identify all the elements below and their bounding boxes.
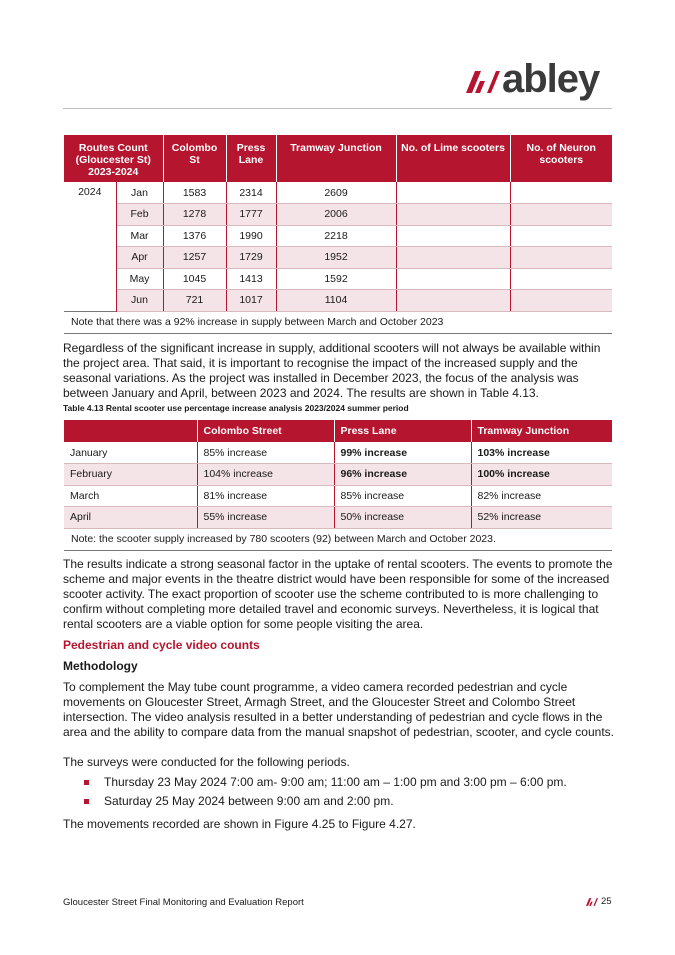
press-cell: 1413 — [226, 268, 276, 290]
lime-cell — [396, 225, 510, 247]
press-cell: 1729 — [226, 247, 276, 269]
table-caption: Table 4.13 Rental scooter use percentage increase analysis 2023/2024 summer period — [63, 403, 409, 413]
lime-cell — [396, 247, 510, 269]
lime-cell — [396, 182, 510, 204]
colombo-cell: 104% increase — [197, 464, 334, 486]
press-cell: 1777 — [226, 204, 276, 226]
table-note-row — [64, 311, 612, 333]
subheading: Methodology — [63, 659, 138, 673]
colombo-cell: 1583 — [163, 182, 226, 204]
press-cell: 2314 — [226, 182, 276, 204]
year-cell: 2024 — [64, 182, 116, 311]
square-bullet-icon — [84, 799, 89, 804]
tramway-cell: 2609 — [276, 182, 396, 204]
colombo-cell: 85% increase — [197, 442, 334, 464]
routes-count-table — [64, 135, 612, 334]
header-neuron-scooters: No. of Neuron scooters — [510, 135, 612, 182]
month-cell: Apr — [116, 247, 163, 269]
neuron-cell — [510, 290, 612, 312]
table-row — [64, 507, 612, 529]
neuron-cell — [510, 225, 612, 247]
tramway-cell: 52% increase — [471, 507, 612, 529]
neuron-cell — [510, 204, 612, 226]
month-cell: March — [64, 485, 197, 507]
table-row — [64, 225, 612, 247]
lime-cell — [396, 204, 510, 226]
colombo-cell: 1278 — [163, 204, 226, 226]
header-tramway-junction: Tramway Junction — [276, 135, 396, 182]
colombo-cell: 81% increase — [197, 485, 334, 507]
colombo-cell: 55% increase — [197, 507, 334, 529]
neuron-cell — [510, 247, 612, 269]
table-note: Note: the scooter supply increased by 780 scooters (92) between March and October 2023. — [64, 528, 612, 550]
header-month — [64, 420, 197, 442]
table-row — [64, 204, 612, 226]
table-note-row — [64, 528, 612, 550]
month-cell: April — [64, 507, 197, 529]
tramway-cell: 82% increase — [471, 485, 612, 507]
page-number: 25 — [601, 896, 612, 907]
square-bullet-icon — [84, 780, 89, 785]
table-row — [64, 247, 612, 269]
table-row — [64, 290, 612, 312]
header-routes-count: Routes Count (Gloucester St) 2023-2024 — [64, 135, 163, 182]
abley-mark-icon — [466, 71, 500, 93]
month-cell: Jan — [116, 182, 163, 204]
press-cell: 96% increase — [334, 464, 471, 486]
tramway-cell: 1592 — [276, 268, 396, 290]
survey-periods-list — [84, 775, 604, 813]
header-lime-scooters: No. of Lime scooters — [396, 135, 510, 182]
brand-name: abley — [502, 57, 600, 101]
month-cell: May — [116, 268, 163, 290]
header-divider — [63, 108, 612, 109]
lime-cell — [396, 268, 510, 290]
percentage-increase-table — [64, 420, 612, 551]
section-heading: Pedestrian and cycle video counts — [63, 638, 260, 652]
header-tramway-junction: Tramway Junction — [471, 420, 612, 442]
lime-cell — [396, 290, 510, 312]
month-cell: February — [64, 464, 197, 486]
neuron-cell — [510, 182, 612, 204]
press-cell: 1017 — [226, 290, 276, 312]
tramway-cell: 2006 — [276, 204, 396, 226]
month-cell: Mar — [116, 225, 163, 247]
table-row — [64, 442, 612, 464]
month-cell: January — [64, 442, 197, 464]
table-row — [64, 182, 612, 204]
table-row — [64, 464, 612, 486]
press-cell: 1990 — [226, 225, 276, 247]
colombo-cell: 1376 — [163, 225, 226, 247]
paragraph-methodology: To complement the May tube count programme, a video camera recorded pedestrian and cycle movements on Gloucester Street, Armagh Street, and the Gloucester Street and Colombo Street intersection. The video analysis resulted in a better understanding of pedestrian and cycle flows in the area and the ability to compare data from the manual snapshot of pedestrian, scooter, and cycle counts. — [63, 680, 614, 739]
abley-logo — [466, 57, 600, 101]
tramway-cell: 1952 — [276, 247, 396, 269]
neuron-cell — [510, 268, 612, 290]
table-header-row — [64, 135, 612, 182]
table-row — [64, 485, 612, 507]
footer-page-number — [586, 896, 612, 907]
header-press-lane: Press Lane — [226, 135, 276, 182]
tramway-cell: 2218 — [276, 225, 396, 247]
table-header-row — [64, 420, 612, 442]
press-cell: 99% increase — [334, 442, 471, 464]
footer-report-title: Gloucester Street Final Monitoring and Evaluation Report — [63, 897, 304, 908]
colombo-cell: 721 — [163, 290, 226, 312]
tramway-cell: 1104 — [276, 290, 396, 312]
tramway-cell: 100% increase — [471, 464, 612, 486]
press-cell: 85% increase — [334, 485, 471, 507]
paragraph-seasonal: The results indicate a strong seasonal factor in the uptake of rental scooters. The events to promote the scheme and major events in the theatre district would have been responsible for some of the increased scooter activity. The exact proportion of scooter use the scheme contributed to is more challenging to confirm without completing more detailed travel and economic surveys. Nevertheless, it is logical that rental scooters are a viable option for some people visiting the area. — [63, 557, 613, 631]
month-cell: Jun — [116, 290, 163, 312]
paragraph-surveys: The surveys were conducted for the following periods. — [63, 755, 350, 769]
abley-mark-icon — [586, 898, 598, 906]
list-item — [84, 794, 604, 809]
list-item-text: Saturday 25 May 2024 between 9:00 am and 2:00 pm. — [104, 794, 394, 808]
month-cell: Feb — [116, 204, 163, 226]
table-note: Note that there was a 92% increase in supply between March and October 2023 — [64, 311, 612, 333]
press-cell: 50% increase — [334, 507, 471, 529]
colombo-cell: 1045 — [163, 268, 226, 290]
header-colombo-st: Colombo St — [163, 135, 226, 182]
header-press-lane: Press Lane — [334, 420, 471, 442]
colombo-cell: 1257 — [163, 247, 226, 269]
list-item — [84, 775, 604, 790]
list-item-text: Thursday 23 May 2024 7:00 am- 9:00 am; 11:00 am – 1:00 pm and 3:00 pm – 6:00 pm. — [104, 775, 567, 789]
table-row — [64, 268, 612, 290]
header-colombo-street: Colombo Street — [197, 420, 334, 442]
tramway-cell: 103% increase — [471, 442, 612, 464]
paragraph-supply: Regardless of the significant increase in supply, additional scooters will not always be available within the project area. That said, it is important to recognise the impact of the increased supply and the seasonal variations. As the project was installed in December 2023, the focus of the analysis was between January and April, between 2023 and 2024. The results are shown in Table 4.13. — [63, 341, 601, 400]
paragraph-movements: The movements recorded are shown in Figure 4.25 to Figure 4.27. — [63, 817, 416, 831]
